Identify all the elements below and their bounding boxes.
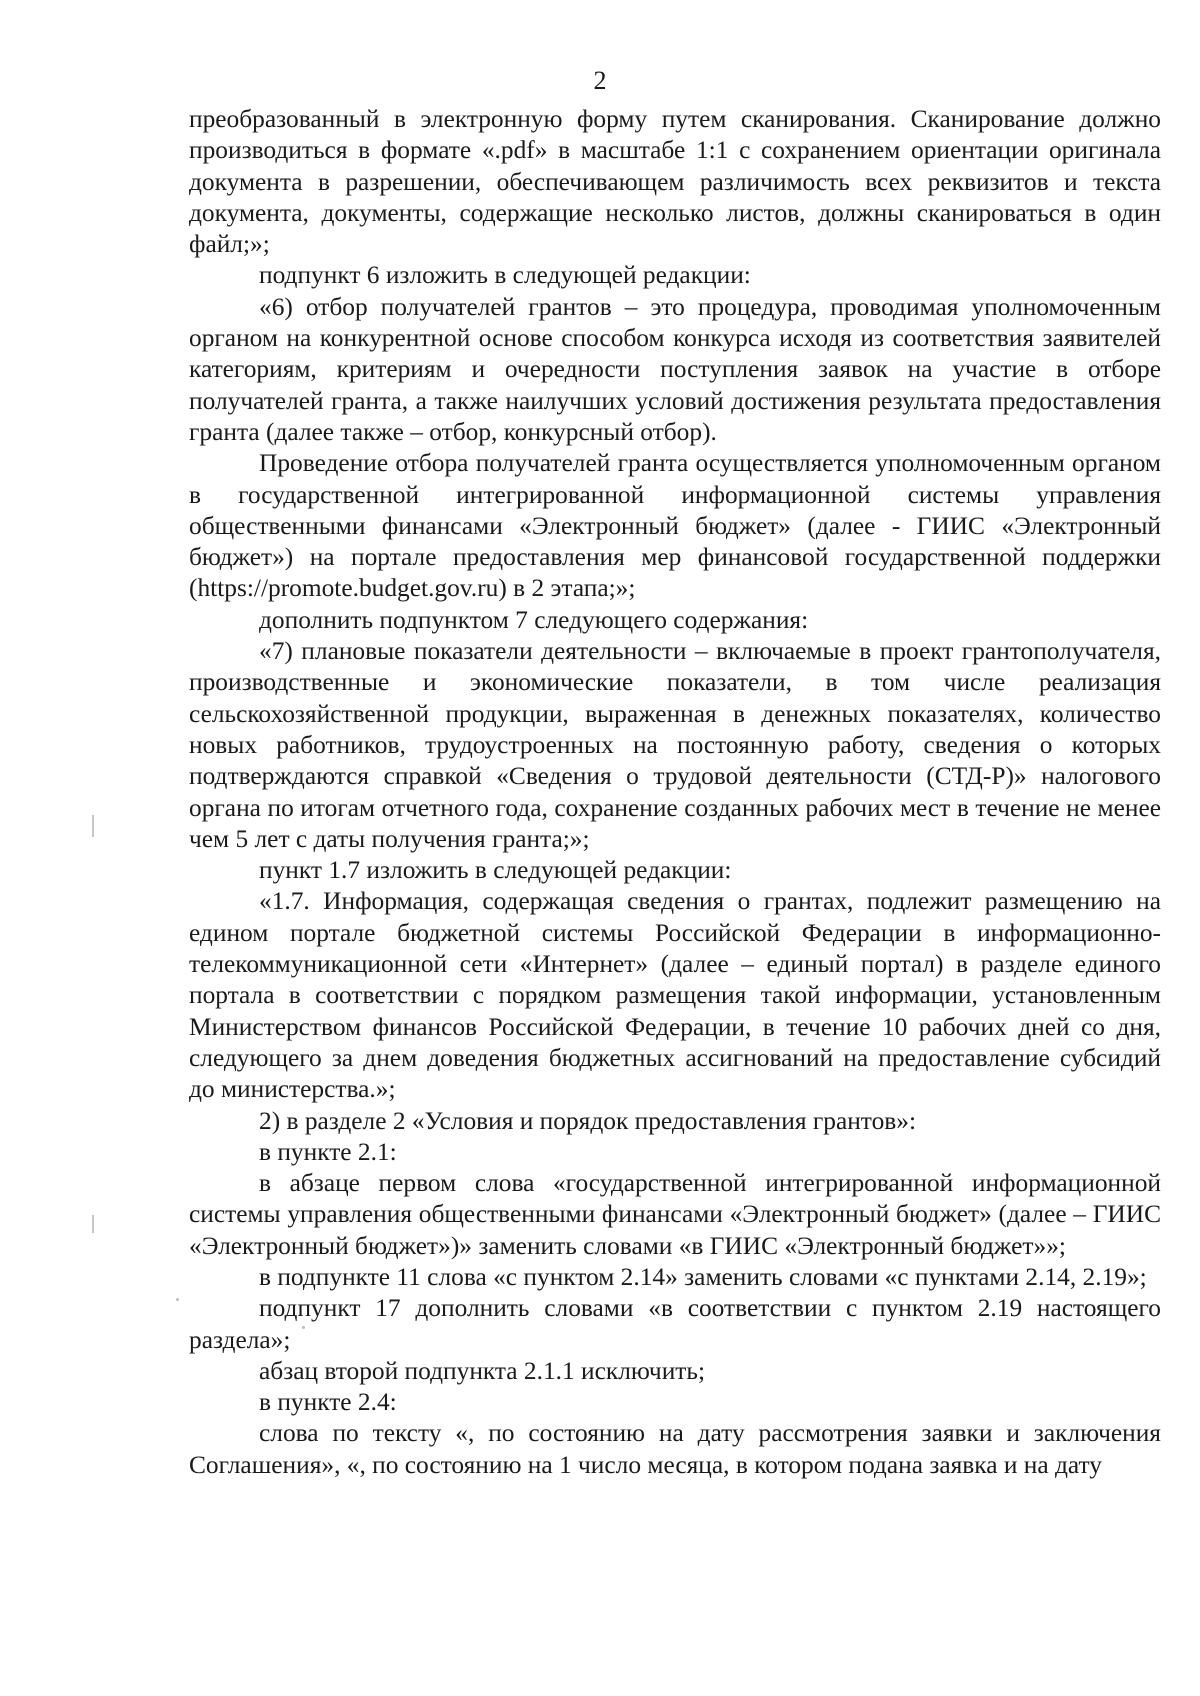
paragraph-1: преобразованный в электронную форму путем сканирования. Сканирование должно производиться в формате «.pdf» в масштабе 1:1 с сохранением ориентации оригинала документа в разрешении, обеспечивающем различимость всех реквизитов и текста документа, документы, содержащие несколько листов, должны сканироваться в один файл;»; xyxy=(189,105,1161,259)
paragraph-2: подпункт 6 изложить в следующей редакции: xyxy=(259,261,751,290)
paragraph-10: в пункте 2.1: xyxy=(259,1137,397,1166)
paragraph-12: в подпункте 11 слова «с пунктом 2.14» заменить словами «с пунктами 2.14, 2.19»; xyxy=(259,1262,1147,1291)
scan-artifact xyxy=(92,815,94,837)
scan-artifact xyxy=(176,1298,179,1301)
paragraph-15: в пункте 2.4: xyxy=(259,1388,397,1417)
paragraph-6: «7) плановые показатели деятельности – включаемые в проект грантополучателя, производственные и экономические показатели, в том числе реализация сельскохозяйственной продукции, выраженная в денежных показателях, количество новых работников, трудоустроенных на постоянную работу, сведения о которых подтверждаются справкой «Сведения о трудовой деятельности (СТД-Р)» налогового органа по итогам отчетного года, сохранение созданных рабочих мест в течение не менее чем 5 лет с даты получения гранта;»; xyxy=(189,637,1161,853)
paragraph-8: «1.7. Информация, содержащая сведения о грантах, подлежит размещению на едином портале бюджетной системы Российской Федерации в информационно-телекоммуникационной сети «Интернет» (далее – единый портал) в разделе единого портала в соответствии с порядком размещения такой информации, установленным Министерством финансов Российской Федерации, в течение 10 рабочих дней со дня, следующего за днем доведения бюджетных ассигнований на предоставление субсидий до министерства.»; xyxy=(189,887,1161,1104)
paragraph-7: пункт 1.7 изложить в следующей редакции: xyxy=(259,856,732,885)
paragraph-13: подпункт 17 дополнить словами «в соответствии с пунктом 2.19 настоящего раздела»; xyxy=(189,1294,1161,1354)
scan-artifact xyxy=(92,1215,94,1233)
paragraph-5: дополнить подпунктом 7 следующего содержания: xyxy=(259,605,809,634)
paragraph-14: абзац второй подпункта 2.1.1 исключить; xyxy=(259,1356,706,1385)
paragraph-16: слова по тексту «, по состоянию на дату рассмотрения заявки и заключения Соглашения», «, по состоянию на 1 число месяца, в котором подана заявка и на дату xyxy=(189,1419,1161,1479)
document-body xyxy=(189,104,1161,1481)
paragraph-11: в абзаце первом слова «государственной интегрированной информационной системы управления общественными финансами «Электронный бюджет» (далее – ГИИС «Электронный бюджет»)» заменить словами «в ГИИС «Электронный бюджет»»; xyxy=(189,1169,1161,1260)
paragraph-9: 2) в разделе 2 «Условия и порядок предоставления грантов»: xyxy=(259,1106,917,1135)
page-number: 2 xyxy=(593,66,607,95)
paragraph-4: Проведение отбора получателей гранта осуществляется уполномоченным органом в государственной интегрированной информационной системы управления общественными финансами «Электронный бюджет» (далее - ГИИС «Электронный бюджет») на портале предоставления мер финансовой государственной поддержки (https://promote.budget.gov.ru) в 2 этапа;»; xyxy=(189,449,1161,603)
scan-artifact xyxy=(302,1326,305,1329)
paragraph-3: «6) отбор получателей грантов – это процедура, проводимая уполномоченным органом на конкурентной основе способом конкурса исходя из соответствия заявителей категориям, критериям и очередности поступления заявок на участие в отборе получателей гранта, а также наилучших условий достижения результата предоставления гранта (далее также – отбор, конкурсный отбор). xyxy=(189,292,1161,446)
